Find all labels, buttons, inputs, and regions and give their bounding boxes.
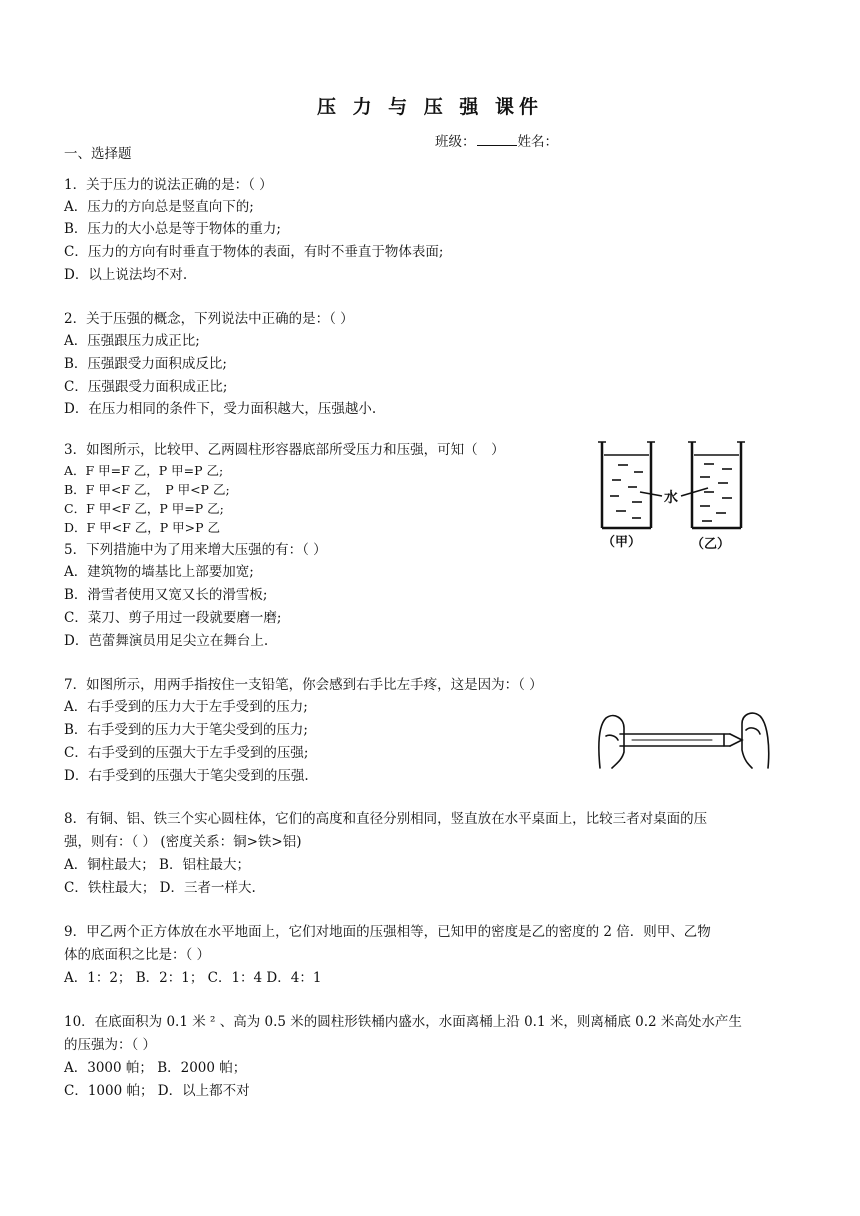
section-heading: 一、选择题 [64,146,132,162]
question-line: 2．关于压强的概念，下列说法中正确的是：（ ） [64,311,354,327]
question-line: 8．有铜、铝、铁三个实心圆柱体，它们的高度和直径分别相同，竖直放在水平桌面上，比较三者对桌面的压 [64,811,708,827]
page-title: 压 力 与 压 强 课件 [316,96,544,118]
question-line: C．F 甲<F 乙，P 甲=P 乙; [64,501,224,516]
question-line: 5．下列措施中为了用来增大压强的有：（ ） [64,542,327,558]
class-label: 班级： [435,134,476,150]
question-line: B．压强跟受力面积成反比; [64,356,227,372]
name-label: 姓名： [517,134,558,150]
water-label: 水 [664,490,678,506]
question-line: C．铁柱最大； D．三者一样大. [64,880,256,896]
question-line: D．芭蕾舞演员用足尖立在舞台上. [64,633,269,649]
question-line: B．滑雪者使用又宽又长的滑雪板; [64,587,268,603]
container-label-right: （乙） [691,537,731,552]
question-line: C．压强跟受力面积成正比; [64,379,228,395]
question-line: D．右手受到的压强大于笔尖受到的压强. [64,768,309,784]
question-line: A．压力的方向总是竖直向下的; [64,199,254,215]
pencil-fingers-figure [592,708,772,770]
class-blank [477,132,517,146]
question-line: D．以上说法均不对. [64,267,188,283]
question-line: A．F 甲=F 乙，P 甲=P 乙; [64,463,224,478]
question-line: 1．关于压力的说法正确的是：（ ） [64,177,273,193]
question-line: 3．如图所示，比较甲、乙两圆柱形容器底部所受压力和压强，可知（ ） [64,442,505,458]
question-line: A．铜柱最大； B．铝柱最大； [64,857,250,873]
question-line: 强，则有：（ ） (密度关系：铜>铁>铝) [64,834,302,850]
question-line: A．3000 帕； B．2000 帕； [64,1060,247,1076]
question-line: A．1：2； B．2：1； C．1：4 D．4：1 [64,970,322,986]
question-line: A．建筑物的墙基比上部要加宽; [64,564,254,580]
question-line: D．F 甲<F 乙，P 甲>P 乙 [64,520,221,535]
question-line: C．1000 帕； D．以上都不对 [64,1083,250,1099]
question-line: 10．在底面积为 0.1 米 ² 、高为 0.5 米的圆柱形铁桶内盛水，水面离桶上沿 0.1 米，则离桶底 0.2 米高处水产生 [64,1014,742,1030]
question-line: B．压力的大小总是等于物体的重力; [64,221,281,237]
question-line: 9．甲乙两个正方体放在水平地面上，它们对地面的压强相等，已知甲的密度是乙的密度的 2 倍．则甲、乙物 [64,924,711,940]
class-name-line [435,130,558,150]
question-line: B．右手受到的压力大于笔尖受到的压力; [64,722,308,738]
question-line: D．在压力相同的条件下，受力面积越大，压强越小. [64,401,377,417]
question-line: A．压强跟压力成正比; [64,333,200,349]
containers-figure [596,436,756,554]
question-line: A．右手受到的压力大于左手受到的压力; [64,699,308,715]
question-line: C．压力的方向有时垂直于物体的表面，有时不垂直于物体表面; [64,244,444,260]
question-line: C．右手受到的压强大于左手受到的压强; [64,745,309,761]
question-line: C．菜刀、剪子用过一段就要磨一磨; [64,610,282,626]
question-line: 体的底面积之比是：（ ） [64,947,211,963]
question-line: 的压强为：（ ） [64,1037,157,1053]
question-line: 7．如图所示，用两手指按住一支铅笔，你会感到右手比左手疼，这是因为：（ ） [64,677,543,693]
question-line: B．F 甲<F 乙， P 甲<P 乙; [64,482,230,497]
container-label-left: （甲） [602,535,642,550]
